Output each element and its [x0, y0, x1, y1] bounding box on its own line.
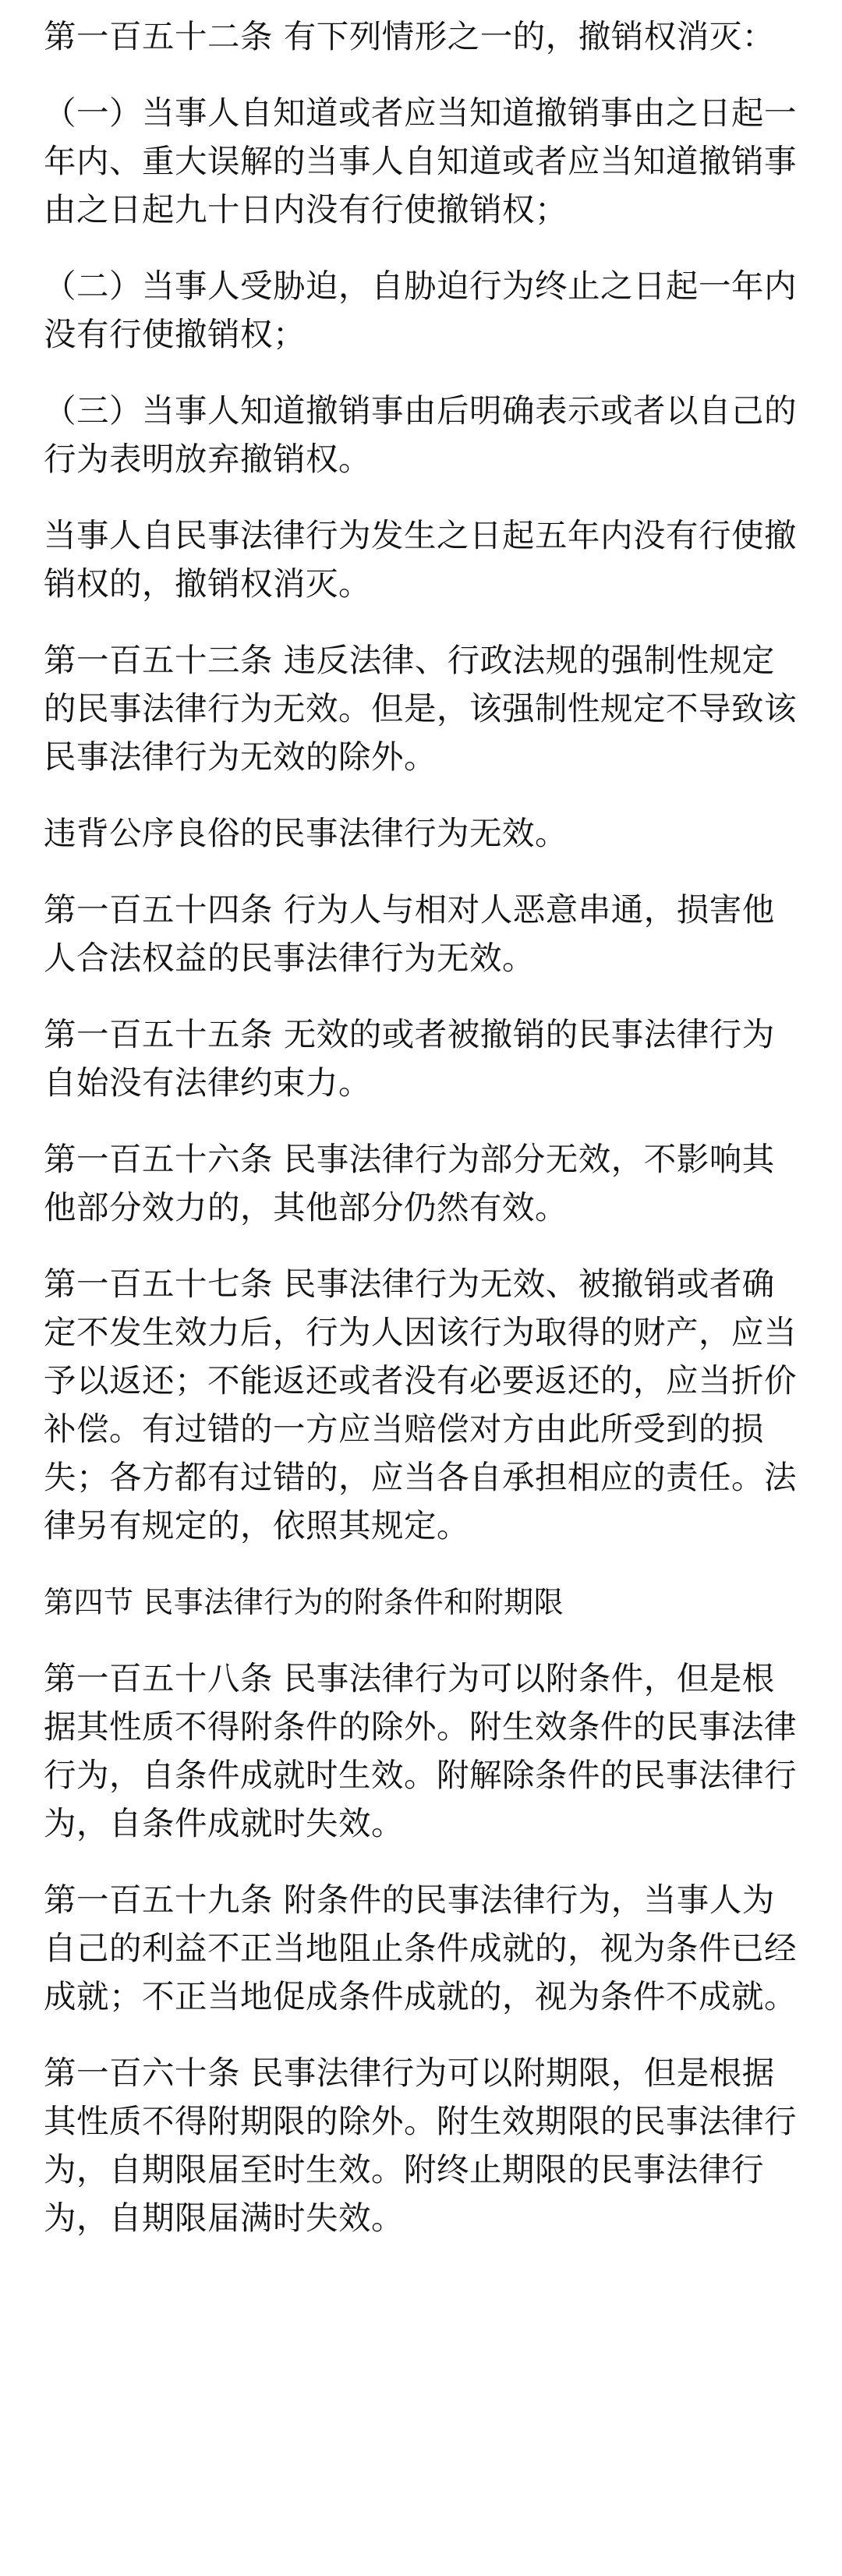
article-157: 第一百五十七条 民事法律行为无效、被撤销或者确定不发生效力后，行为人因该行为取得的财产，应当予以返还；不能返还或者没有必要返还的，应当折价补偿。有过错的一方应当赔偿对方由此所受到的损失；各方都有过错的，应当各自承担相应的责任。法律另有规定的，依照其规定。 — [44, 1265, 798, 1545]
article-152-item-3: （三）当事人知道撤销事由后明确表示或者以自己的行为表明放弃撤销权。 — [44, 391, 798, 478]
article-160: 第一百六十条 民事法律行为可以附期限，但是根据其性质不得附期限的除外。附生效期限的民事法律行为，自期限届至时生效。附终止期限的民事法律行为，自期限届满时失效。 — [44, 2054, 798, 2237]
article-154: 第一百五十四条 行为人与相对人恶意串通，损害他人合法权益的民事法律行为无效。 — [44, 890, 775, 977]
article-153-paragraph-1: 第一百五十三条 违反法律、行政法规的强制性规定的民事法律行为无效。但是，该强制性规定不导致该民事法律行为无效的除外。 — [44, 641, 798, 776]
article-152-item-1: （一）当事人自知道或者应当知道撤销事由之日起一年内、重大误解的当事人自知道或者应当知道撤销事由之日起九十日内没有行使撤销权； — [44, 94, 798, 228]
article-159: 第一百五十九条 附条件的民事法律行为，当事人为自己的利益不正当地阻止条件成就的，视为条件已经成就；不正当地促成条件成就的，视为条件不成就。 — [44, 1881, 798, 2015]
article-158: 第一百五十八条 民事法律行为可以附条件，但是根据其性质不得附条件的除外。附生效条件的民事法律行为，自条件成就时生效。附解除条件的民事法律行为，自条件成就时失效。 — [44, 1659, 798, 1842]
article-155: 第一百五十五条 无效的或者被撤销的民事法律行为自始没有法律约束力。 — [44, 1015, 775, 1102]
article-152-final: 当事人自民事法律行为发生之日起五年内没有行使撤销权的，撤销权消灭。 — [44, 516, 798, 603]
article-156: 第一百五十六条 民事法律行为部分无效，不影响其他部分效力的，其他部分仍然有效。 — [44, 1140, 775, 1226]
article-152-intro: 第一百五十二条 有下列情形之一的，撤销权消灭： — [44, 17, 775, 55]
section-4-heading: 第四节 民事法律行为的附条件和附期限 — [44, 1585, 564, 1619]
article-153-paragraph-2: 违背公序良俗的民事法律行为无效。 — [44, 814, 568, 852]
article-152-item-2: （二）当事人受胁迫，自胁迫行为终止之日起一年内没有行使撤销权； — [44, 267, 798, 353]
